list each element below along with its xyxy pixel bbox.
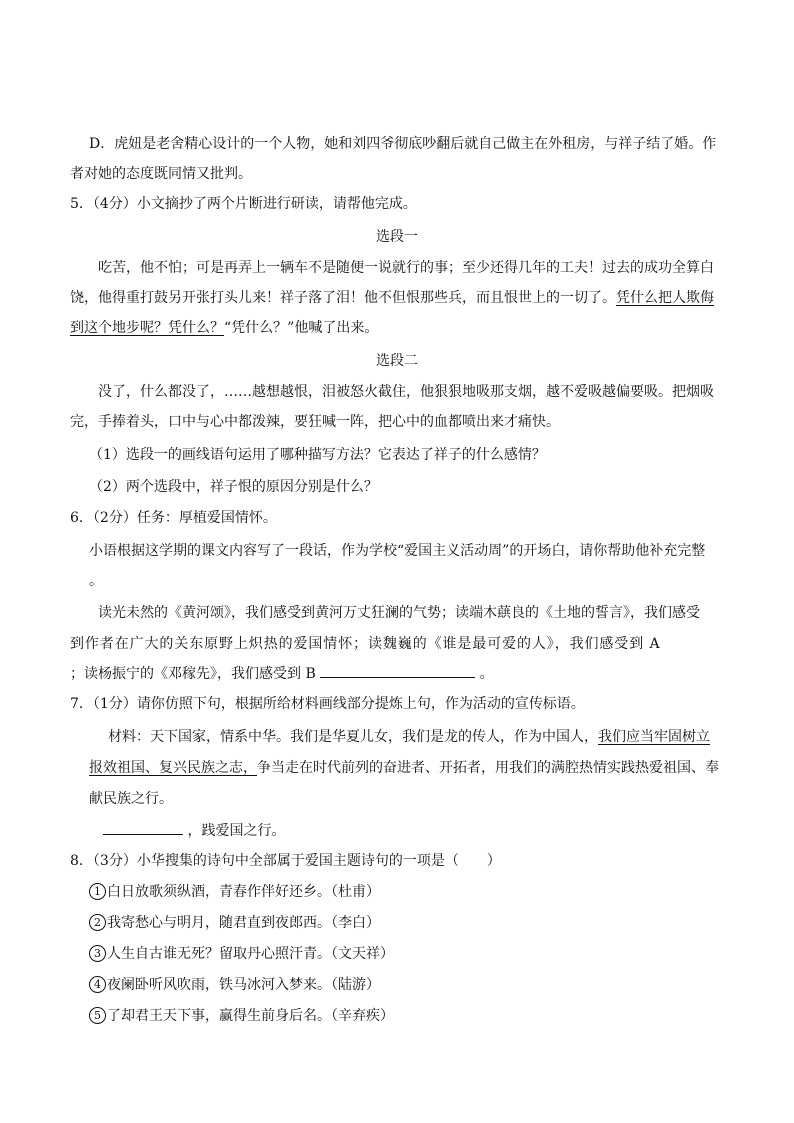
material-text: 材料：天下国家，情系中华。我们是华夏儿女，我们是龙的传人，作为中国人， <box>108 729 598 745</box>
poem-item-2 <box>89 913 380 933</box>
question-7-stem: 7．（1分）请你仿照下句，根据所给材料画线部分提炼上句，作为活动的宣传标语。 <box>70 696 585 712</box>
poem-text-4: 夜阑卧听风吹雨，铁马冰河入梦来。（陆游） <box>107 977 380 993</box>
poem-text-3: 人生自古谁无死？留取丹心照汗青。（文天祥） <box>107 946 394 962</box>
poem-item-4 <box>89 975 380 995</box>
material-line2 <box>89 758 719 778</box>
option-d-line1: D．虎妞是老舍精心设计的一个人物，她和刘四爷彻底吵翻后就自己做主在外租房，与祥子结了婚。作 <box>89 136 717 152</box>
excerpt-1-line2 <box>70 288 714 308</box>
material-underlined-part2: 报效祖国、复兴民族之志， <box>89 760 257 776</box>
excerpt-2-title: 选段二 <box>376 353 418 369</box>
excerpt-1-line3 <box>70 318 378 338</box>
item-number-4: 4 <box>89 976 106 993</box>
material-line1 <box>108 727 710 747</box>
question-5-stem: 5．（4分）小文摘抄了两个片断进行研读，请帮他完成。 <box>70 196 417 212</box>
q6-para-line2: 到作者在广大的关东原野上炽热的爱国情怀；读魏巍的《谁是最可爱的人》，我们感受到 A <box>70 636 661 652</box>
underlined-sentence-part2: 到这个地步呢？凭什么？ <box>70 320 224 336</box>
question-6-stem: 6．（2分）任务：厚植爱国情怀。 <box>70 510 277 526</box>
material-underlined-part1: 我们应当牢固树立 <box>598 729 710 745</box>
excerpt-1-text: 饶，他得重打鼓另开张打头儿来！祥子落了泪！他不但恨那些兵，而且恨世上的一切了。 <box>70 290 616 306</box>
q6-para-line3-end: 。 <box>479 666 494 682</box>
q7-answer-tail: ，践爱国之行。 <box>187 823 286 839</box>
material-line3: 献民族之行。 <box>89 791 173 807</box>
poem-item-3 <box>89 944 394 964</box>
underlined-sentence-part1: 凭什么把人欺侮 <box>616 290 714 306</box>
q6-para-line3 <box>70 663 494 684</box>
item-number-2: 2 <box>89 914 106 931</box>
poem-text-5: 了却君王天下事，赢得生前身后名。（辛弃疾） <box>107 1008 394 1024</box>
item-number-5: 5 <box>89 1007 106 1024</box>
poem-text-1: 白日放歌须纵酒，青春作伴好还乡。（杜甫） <box>107 884 380 900</box>
sub-question-2: （2）两个选段中，祥子恨的原因分别是什么？ <box>89 479 378 495</box>
poem-text-2: 我寄愁心与明月，随君直到夜郎西。（李白） <box>107 915 380 931</box>
excerpt-2-line2: 完，手捧着头，口中与心中都泼辣，要狂喊一阵，把心中的血都喷出来才痛快。 <box>70 414 560 430</box>
excerpt-1-text-end: “凭什么？”他喊了出来。 <box>224 320 379 336</box>
q6-para-line1: 读光未然的《黄河颂》，我们感受到黄河万丈狂澜的气势；读端木蕻良的《土地的誓言》，我们感受 <box>98 605 700 621</box>
excerpt-1-line1: 吃苦，他不怕；可是再弄上一辆车不是随便一说就行的事；至少还得几年的工夫！过去的成功全算白 <box>98 260 714 276</box>
question-8-stem: 8．（3分）小华搜集的诗句中全部属于爱国主题诗句的一项是（ ） <box>70 853 501 869</box>
sub-question-1: （1）选段一的画线语句运用了哪种描写方法？它表达了祥子的什么感情？ <box>89 447 546 463</box>
material-text-cont: 争当走在时代前列的奋进者、开拓者，用我们的满腔热情实践热爱祖国、奉 <box>257 760 719 776</box>
poem-item-1 <box>89 882 380 902</box>
poem-item-5 <box>89 1006 394 1026</box>
excerpt-2-line1: 没了，什么都没了，……越想越恨，泪被怒火截住，他狠狠地吸那支烟，越不爱吸越偏要吸。把烟吸 <box>98 384 714 400</box>
answer-blank-b[interactable] <box>320 663 475 678</box>
item-number-3: 3 <box>89 945 106 962</box>
option-d-line2: 者对她的态度既同情又批判。 <box>70 166 252 182</box>
q6-intro-line2: 。 <box>89 573 103 589</box>
q6-para-line3-text: ；读杨振宁的《邓稼先》，我们感受到 B <box>70 666 316 682</box>
item-number-1: 1 <box>89 883 106 900</box>
excerpt-1-title: 选段一 <box>376 229 418 245</box>
q6-intro-line1: 小语根据这学期的课文内容写了一段话，作为学校“爱国主义活动周”的开场白，请你帮助他补充完整 <box>89 543 706 559</box>
answer-blank-slogan[interactable] <box>103 820 183 835</box>
q7-answer-line <box>103 820 285 841</box>
